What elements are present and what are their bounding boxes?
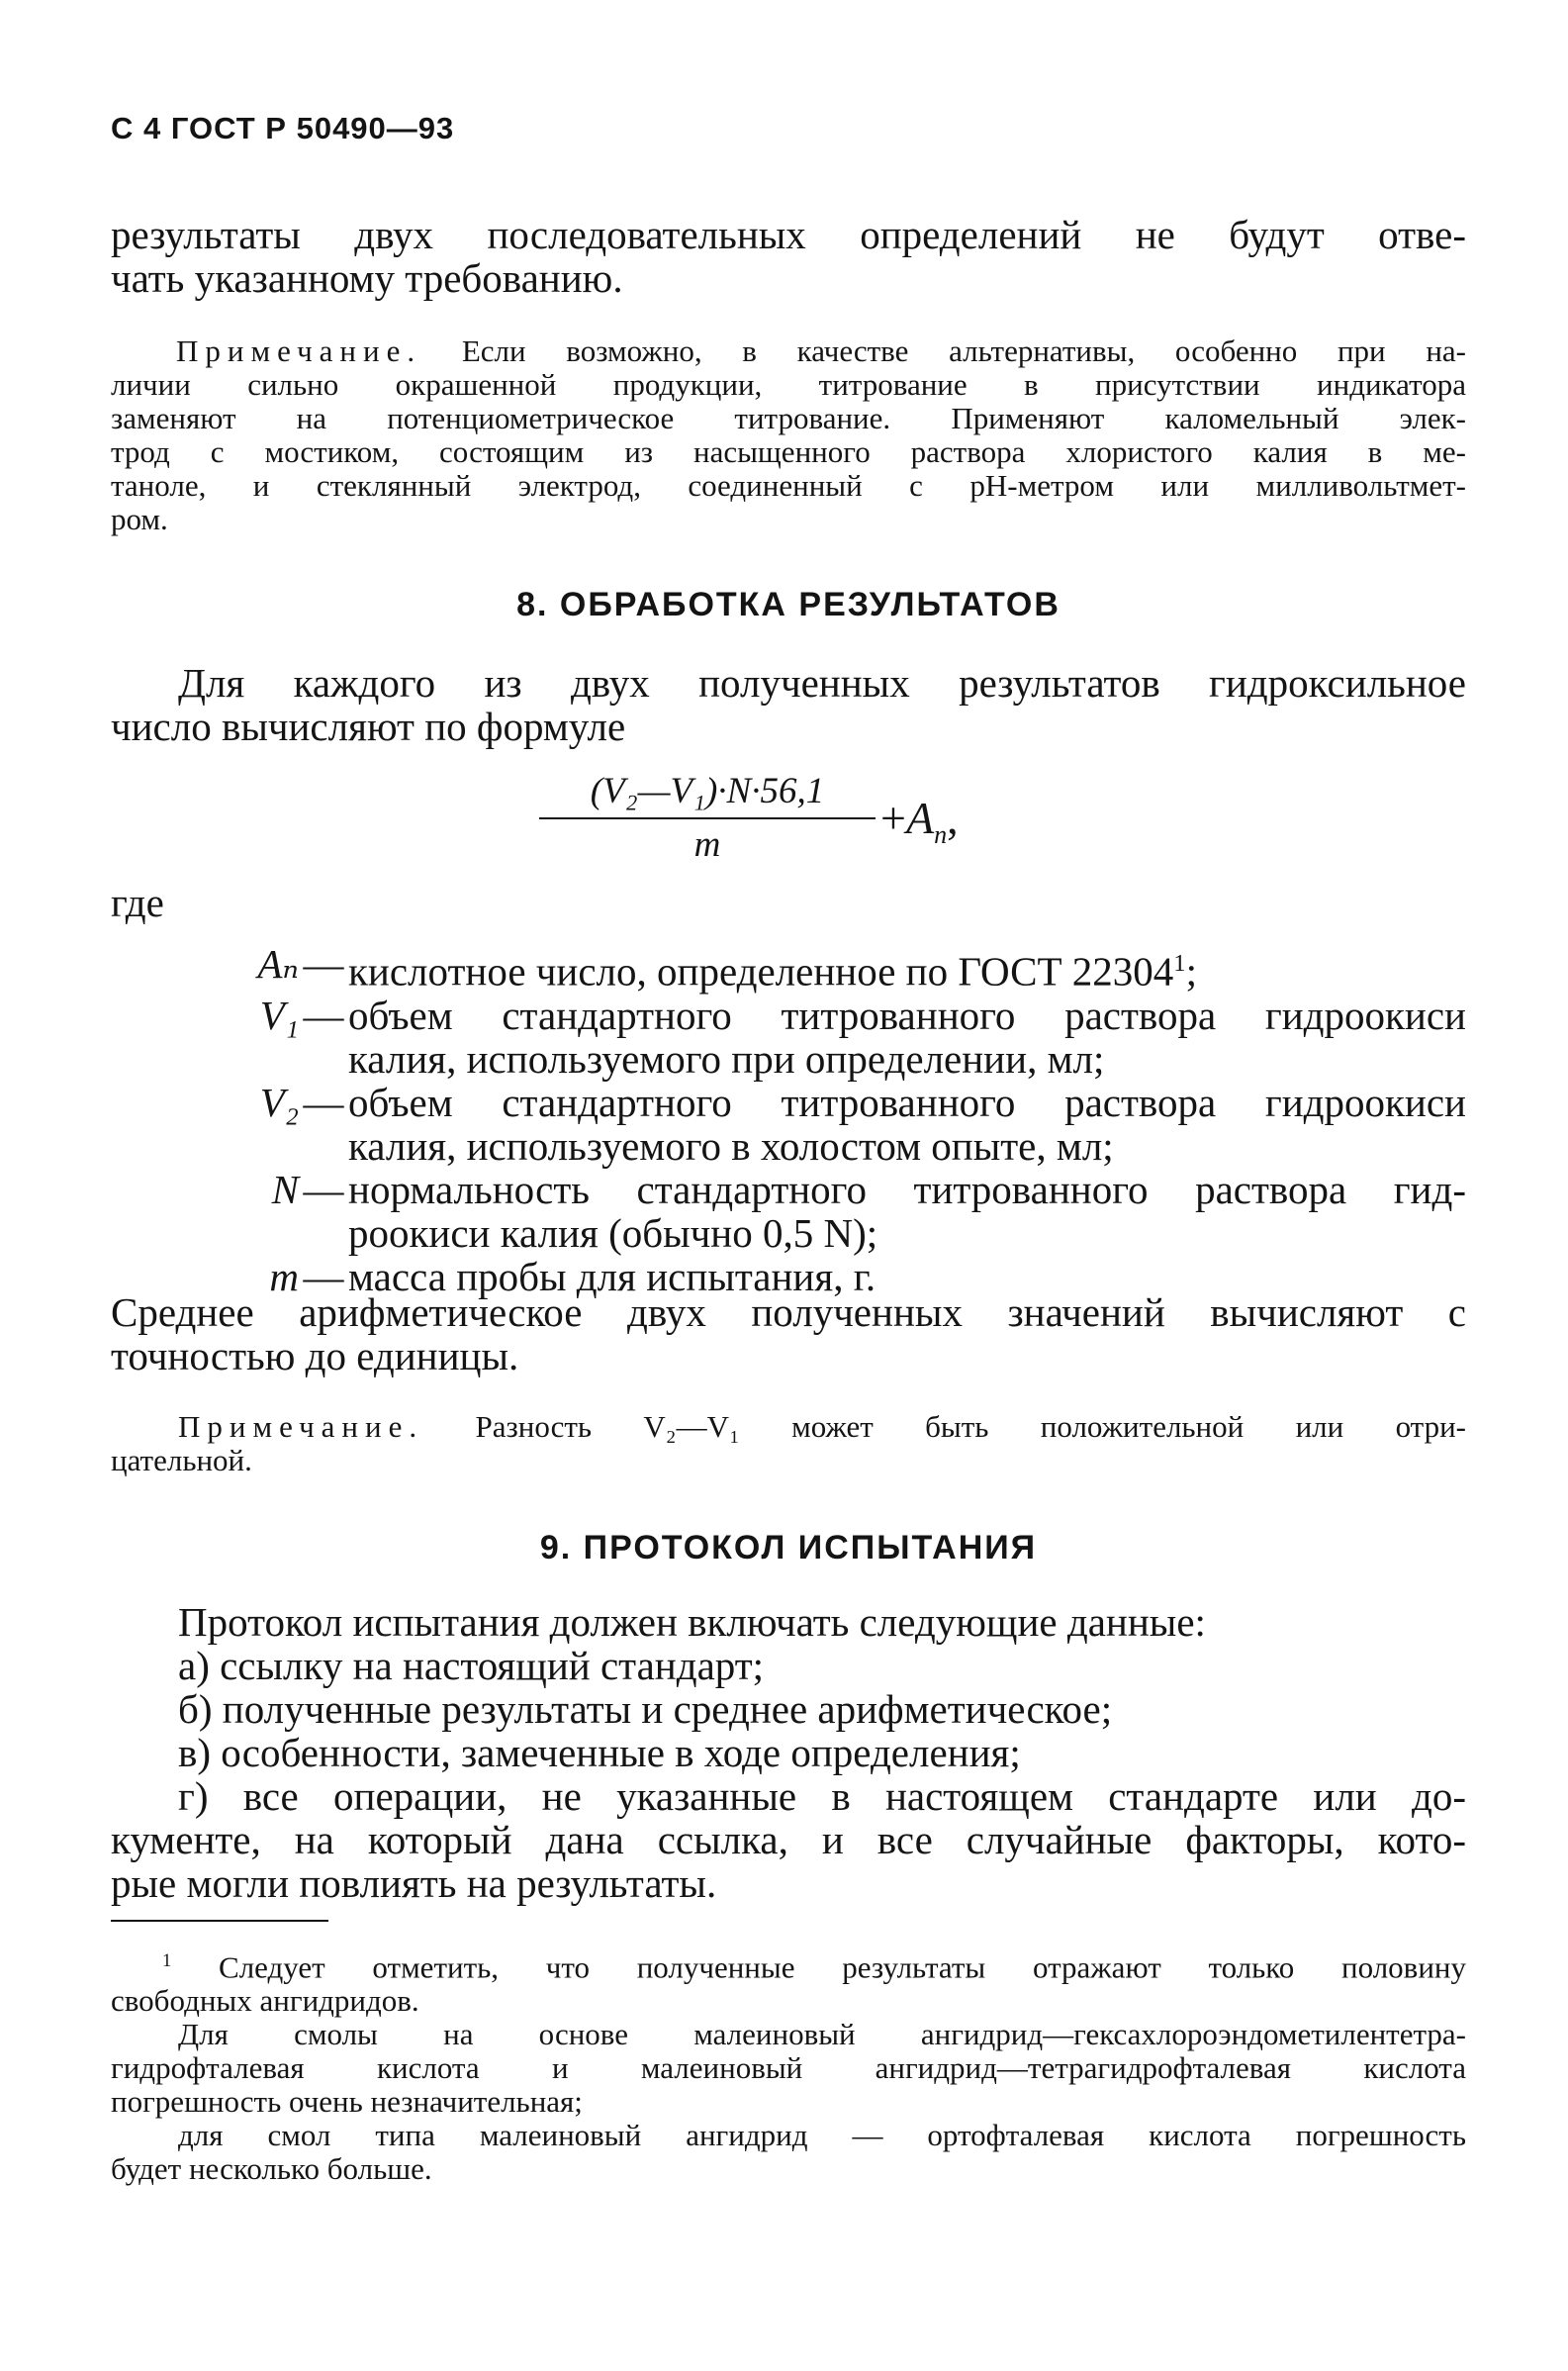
formula-symbol: A (905, 793, 935, 843)
definition-text: масса пробы для испытания, г. (348, 1253, 876, 1299)
footnote-line: Следует отметить, что полученные результаты отражают только половину (219, 1949, 1466, 1985)
intro-line: чать указанному требованию. (111, 255, 623, 301)
hydroxyl-formula (539, 770, 1054, 879)
footnote-line: будет несколько больше. (111, 2151, 432, 2187)
list-item-line: кументе, на который дана ссылка, и все случайные факторы, кото- (111, 1817, 1466, 1862)
definition-symbol: V₂ (259, 1079, 299, 1125)
footnotes (111, 1944, 1466, 2186)
note-difference-body (111, 1444, 1466, 1477)
paragraph-line: Для каждого из двух полученных результатов гидроксильное (178, 660, 1466, 706)
note-difference (178, 1410, 1466, 1444)
formula-tail (880, 792, 959, 850)
note-line: таноле, и стеклянный электрод, соединенный с рН-метром или милливольтмет- (111, 468, 1466, 503)
definition-row (111, 1081, 1466, 1168)
note-line: ром. (111, 502, 168, 536)
definition-text: объем стандартного титрованного раствора гидроокиси (348, 992, 1466, 1038)
definition-symbol: N (271, 1166, 299, 1212)
list-item: б) полученные результаты и среднее арифметическое; (178, 1686, 1113, 1732)
note-line: цательной. (111, 1443, 252, 1477)
section-heading: 8. ОБРАБОТКА РЕЗУЛЬТАТОВ (516, 586, 1061, 623)
mean-paragraph (111, 1290, 1466, 1377)
definition-text: нормальность стандартного титрованного раствора гид- (348, 1166, 1466, 1212)
formula-plus: + (880, 793, 906, 843)
formula-fraction (539, 770, 876, 865)
section-8-paragraph (111, 661, 1466, 748)
list-item: г) все операции, не указанные в настоящем стандарте или до- (178, 1773, 1466, 1819)
list-item-line: рые могли повлиять на результаты. (111, 1860, 717, 1906)
definition-row (111, 994, 1466, 1081)
section-9 (111, 1529, 1466, 1567)
definition-row (111, 1168, 1466, 1255)
definition-text: роокиси калия (обычно 0,5 N); (348, 1209, 878, 1256)
note-line: Если возможно, в качестве альтернативы, особенно при на- (461, 333, 1466, 368)
intro-line: результаты двух последовательных определений не будут отве- (111, 212, 1466, 257)
page-header: С 4 ГОСТ Р 50490—93 (111, 111, 455, 145)
fraction-bar (539, 817, 876, 819)
paragraph-line: число вычисляют по формуле (111, 704, 626, 749)
definition-text: объем стандартного титрованного раствора гидроокиси (348, 1079, 1466, 1125)
note-line: Разность V₂—V₁ может быть положительной или отри- (475, 1409, 1467, 1444)
footnote-marker: 1 (162, 1950, 172, 1971)
intro-paragraph (111, 213, 1466, 300)
symbol-definitions (111, 942, 1466, 1298)
footnote-line: погрешность очень незначительная; (111, 2084, 583, 2120)
list-item: в) особенности, замеченные в ходе определения; (178, 1730, 1021, 1775)
note-potentiometric (176, 334, 1466, 368)
footnote-line: Для смолы на основе малеиновый ангидрид—гексахлороэндометилентетра- (178, 2017, 1466, 2052)
section-8 (111, 586, 1466, 624)
paragraph-line: Среднее арифметическое двух полученных значений вычисляют с (111, 1289, 1466, 1335)
definition-dash: — (303, 992, 344, 1038)
note-label: Примечание. (176, 333, 422, 368)
footnote-line: для смол типа малеиновый ангидрид — ортофталевая кислота погрешность (178, 2118, 1466, 2153)
where-label: где (111, 880, 164, 925)
definition-symbol: V₁ (259, 992, 299, 1038)
note-potentiometric-body (111, 368, 1466, 536)
formula-subscript: n (934, 820, 948, 850)
formula-denominator: m (693, 824, 721, 865)
definition-dash: — (303, 941, 344, 987)
note-line: заменяют на потенциометрическое титрование. Применяют каломельный элек- (111, 401, 1466, 435)
formula-numerator: (V₂—V₁)·N·56,1 (590, 771, 825, 811)
note-label: Примечание. (178, 1409, 424, 1444)
definition-row: Aₙ — кислотное число, определенное по ГОСТ 22304$^1$; (111, 942, 1466, 994)
footnote-line: гидрофталевая кислота и малеиновый ангидрид—тетрагидрофталевая кислота (111, 2050, 1466, 2086)
protocol-list (178, 1600, 1466, 1818)
footnote-divider (111, 1920, 328, 1922)
note-line: трод с мостиком, состоящим из насыщенного раствора хлористого калия в ме- (111, 434, 1466, 469)
note-line: личии сильно окрашенной продукции, титрование в присутствии индикатора (111, 367, 1466, 402)
paragraph-line: точностью до единицы. (111, 1333, 519, 1378)
protocol-intro: Протокол испытания должен включать следующие данные: (178, 1599, 1206, 1645)
definition-symbol: Aₙ (257, 941, 299, 987)
definition-text: калия, используемого при определении, мл; (348, 1035, 1105, 1082)
definition-text: кислотное число, определенное по ГОСТ 22304 (348, 948, 1174, 995)
where-label-block (111, 881, 1466, 924)
definition-text: калия, используемого в холостом опыте, мл; (348, 1122, 1114, 1169)
protocol-list-continuation (111, 1818, 1466, 1905)
definition-dash: — (303, 1079, 344, 1125)
section-heading: 9. ПРОТОКОЛ ИСПЫТАНИЯ (539, 1529, 1038, 1566)
definition-dash: — (303, 1253, 344, 1299)
list-item: а) ссылку на настоящий стандарт; (178, 1643, 765, 1688)
definition-symbol: m (269, 1253, 299, 1299)
definition-dash: — (303, 1166, 344, 1212)
formula-comma: , (947, 793, 959, 843)
footnote-line: свободных ангидридов. (111, 1983, 419, 2019)
footnote-ref: 1 (1173, 950, 1186, 977)
